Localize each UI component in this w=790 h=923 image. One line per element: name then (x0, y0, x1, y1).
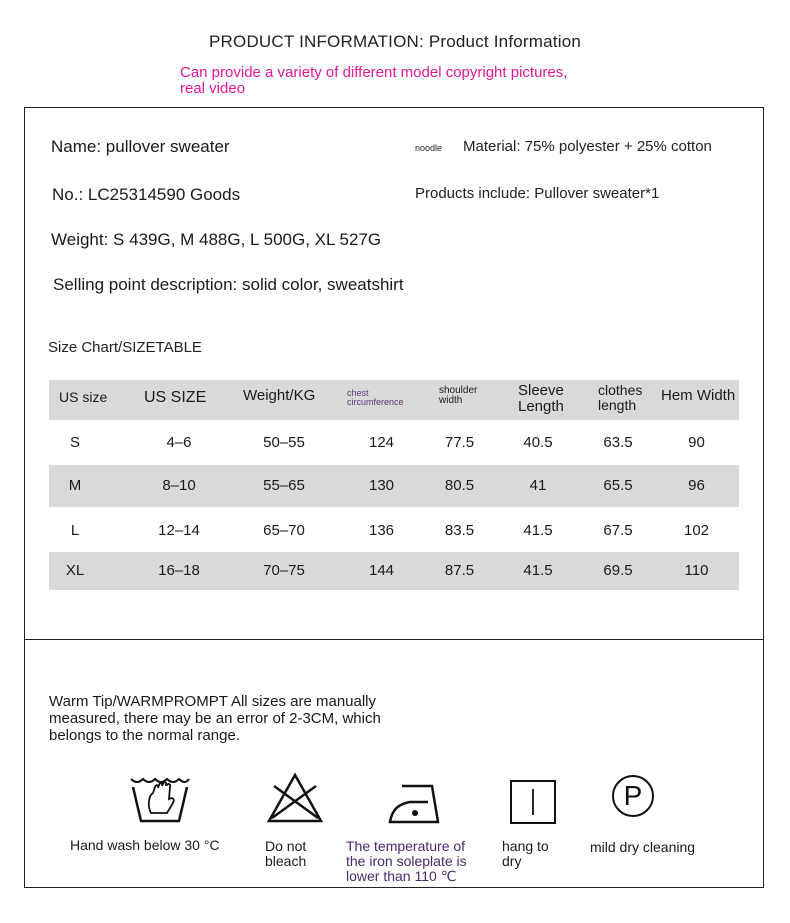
table-cell: 130 (368, 477, 395, 494)
table-cell: 90 (688, 434, 705, 451)
dry-clean-icon: P (612, 775, 654, 817)
no-bleach-label: Do not bleach (265, 838, 307, 869)
table-cell: 87.5 (444, 562, 475, 579)
header-weight: Weight/KG (243, 387, 316, 404)
table-row (49, 509, 739, 552)
header-us-size-upper: US SIZE (144, 389, 207, 406)
table-cell: 50–55 (263, 434, 305, 451)
page-title: PRODUCT INFORMATION: Product Information (209, 32, 581, 51)
table-cell: 40.5 (523, 434, 553, 451)
header-hem: Hem Width (661, 387, 736, 404)
table-cell: 4–6 (166, 434, 192, 451)
products-include: Products include: Pullover sweater*1 (415, 185, 660, 202)
iron-icon (388, 782, 444, 826)
table-cell: 124 (368, 434, 395, 451)
table-cell: 65.5 (603, 477, 633, 494)
table-cell: M (68, 477, 82, 494)
table-cell: 41 (529, 477, 547, 494)
iron-label: The temperature of the iron soleplate is lower than 110 ℃ (346, 838, 467, 884)
table-cell: 102 (683, 522, 710, 539)
hang-dry-icon (509, 779, 557, 825)
table-cell: 80.5 (444, 477, 475, 494)
promo-text: Can provide a variety of different model copyright pictures, real video (180, 64, 568, 97)
header-us-size: US size (59, 389, 108, 405)
table-row (49, 420, 739, 465)
header-chest: chest circumference (347, 388, 404, 407)
table-cell: 69.5 (603, 562, 633, 579)
table-cell: 41.5 (523, 562, 553, 579)
dry-clean-label: mild dry cleaning (590, 839, 696, 855)
table-cell: 110 (684, 562, 709, 579)
table-cell: 77.5 (444, 434, 475, 451)
table-cell: 8–10 (162, 477, 196, 494)
selling-point: Selling point description: solid color, sweatshirt (53, 275, 404, 294)
table-cell: 12–14 (158, 522, 200, 539)
table-cell: 83.5 (444, 522, 475, 539)
table-cell: XL (65, 562, 85, 579)
warm-tip: Warm Tip/WARMPROMPT All sizes are manually measured, there may be an error of 2-3CM, which belongs to the normal range. (49, 693, 381, 744)
header-shoulder: shoulder width (439, 385, 478, 406)
product-name: Name: pullover sweater (51, 137, 230, 156)
table-cell: 41.5 (523, 522, 553, 539)
header-sleeve: Sleeve Length (518, 382, 564, 415)
weight-info: Weight: S 439G, M 488G, L 500G, XL 527G (51, 230, 382, 249)
hand-wash-label: Hand wash below 30 °C (70, 837, 220, 853)
noodle-label: noodle (415, 143, 443, 153)
table-cell: S (69, 434, 80, 451)
table-cell: 63.5 (603, 434, 633, 451)
table-cell: 70–75 (263, 562, 305, 579)
table-row (49, 552, 739, 590)
table-row (49, 465, 739, 507)
header-clothes-length: clothes length (598, 382, 643, 413)
table-cell: 136 (368, 522, 395, 539)
table-header-row (49, 380, 739, 420)
hang-dry-label: hang to dry (502, 838, 549, 869)
table-cell: 16–18 (158, 562, 200, 579)
table-cell: 144 (368, 562, 395, 579)
size-chart-title: Size Chart/SIZETABLE (48, 339, 202, 356)
table-cell: 96 (688, 477, 705, 494)
table-cell: 55–65 (263, 477, 305, 494)
hand-wash-icon (129, 773, 191, 825)
product-number: No.: LC25314590 Goods (52, 185, 241, 204)
table-cell: 67.5 (603, 522, 633, 539)
material: Material: 75% polyester + 25% cotton (463, 138, 712, 155)
no-bleach-icon (266, 772, 324, 824)
table-cell: 65–70 (263, 522, 305, 539)
table-cell: L (70, 522, 80, 539)
